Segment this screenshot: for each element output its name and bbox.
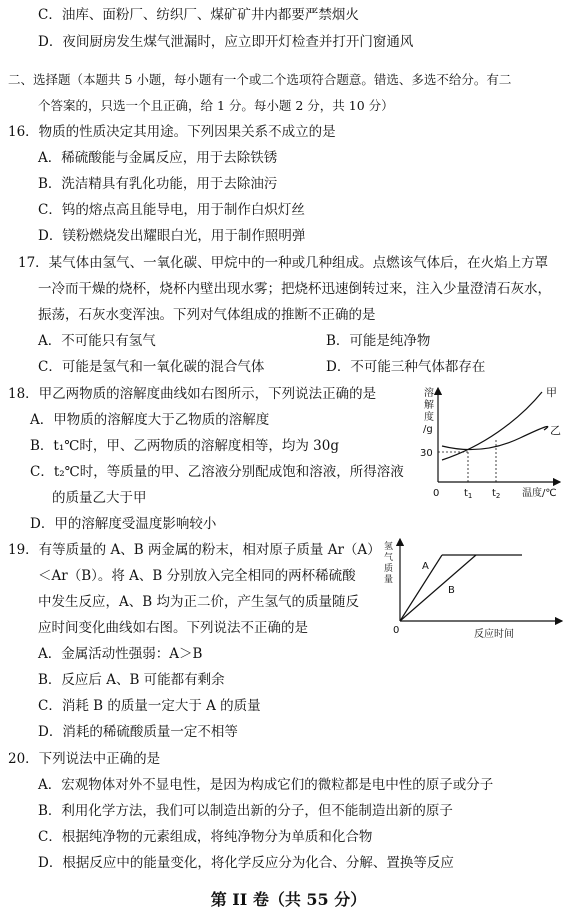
x-axis-label: 温度/℃: [522, 488, 557, 499]
q18-option-c-cont: 的质量乙大于甲: [52, 490, 147, 506]
q19-option-d: D．消耗的稀硫酸质量一定不相等: [38, 724, 238, 740]
q18-option-b: B．t₁℃时，甲、乙两物质的溶解度相等，均为 30g: [30, 438, 339, 454]
q16-option-d: D．镁粉燃烧发出耀眼白光，用于制作照明弹: [38, 228, 306, 244]
y-axis-label: 氢: [384, 542, 394, 552]
section-header: 二、选择题（本题共 5 小题，每小题有一个或二个选项符合题意。错选、多选不给分。有二: [8, 72, 512, 87]
q20-option-b: B．利用化学方法，我们可以制造出新的分子，但不能制造出新的原子: [38, 803, 453, 819]
q20-option-a: A．宏观物体对外不显电性，是因为构成它们的微粒都是电中性的原子或分子: [38, 777, 494, 793]
q19-option-b: B．反应后 A、B 可能都有剩余: [38, 672, 225, 688]
q15-option-d: D．夜间厨房发生煤气泄漏时，应立即开灯检查并打开门窗通风: [38, 34, 414, 50]
q18-option-a: A．甲物质的溶解度大于乙物质的溶解度: [30, 412, 270, 428]
y-axis-label: 量: [384, 575, 394, 585]
q19-stem-4: 应时间变化曲线如右图。下列说法不正确的是: [38, 620, 308, 636]
q17-stem-2: 一冷而干燥的烧杯，烧杯内壁出现水雾；把烧杯迅速倒转过来，注入少量澄清石灰水，: [38, 281, 551, 297]
q18-stem: 18．甲乙两物质的溶解度曲线如右图所示，下列说法正确的是: [8, 386, 377, 402]
q17-option-b: B．可能是纯净物: [326, 333, 431, 349]
q17-stem-3: 振荡，石灰水变浑浊。下列对气体组成的推断不正确的是: [38, 307, 376, 323]
hydrogen-mass-figure: [380, 535, 572, 645]
q16-option-a: A．稀硫酸能与金属反应，用于去除铁锈: [38, 150, 278, 166]
q20-option-d: D．根据反应中的能量变化，将化学反应分为化合、分解、置换等反应: [38, 855, 454, 871]
line-b-label: B: [448, 585, 455, 596]
q17-option-a: A．不可能只有氢气: [38, 333, 156, 349]
y-axis-label: 溶: [424, 388, 434, 399]
q19-stem: 19．有等质量的 A、B 两金属的粉末，相对原子质量 Ar（A）: [8, 542, 381, 558]
q18-option-c: C．t₂℃时，等质量的甲、乙溶液分别配成饱和溶液，所得溶液: [30, 464, 404, 480]
curve-yi-label: 乙: [550, 424, 561, 437]
origin-label: 0: [393, 625, 400, 636]
q16-stem: 16．物质的性质决定其用途。下列因果关系不成立的是: [8, 124, 336, 140]
y-axis-label: 度: [424, 412, 434, 423]
curve-yi: [442, 426, 548, 449]
q15-option-c: C．油库、面粉厂、纺织厂、煤矿矿井内都要严禁烟火: [38, 7, 359, 23]
q18-option-d: D．甲的溶解度受温度影响较小: [30, 516, 217, 532]
curve-jia: [442, 392, 542, 460]
section-header-cont: 个答案的，只选一个且正确，给 1 分。每小题 2 分，共 10 分）: [38, 98, 394, 113]
t2-label: $t_2$: [492, 488, 501, 500]
q17-stem: 17．某气体由氢气、一氧化碳、甲烷中的一种或几种组成。点燃该气体后，在火焰上方罩: [18, 255, 549, 271]
y-axis-label: /g: [423, 424, 433, 435]
q19-option-c: C．消耗 B 的质量一定大于 A 的质量: [38, 698, 261, 714]
line-a-rise: [400, 555, 442, 621]
y-axis-label: 解: [424, 400, 434, 411]
q19-stem-3: 中发生反应，A、B 均为正二价，产生氢气的质量随反: [38, 594, 359, 610]
t1-label: $t_1$: [464, 488, 473, 500]
y-axis-label: 气: [384, 553, 394, 563]
solubility-curve-figure: [412, 384, 572, 506]
q17-option-d: D．不可能三种气体都存在: [326, 359, 486, 375]
q16-option-c: C．钨的熔点高且能导电，用于制作白炽灯丝: [38, 202, 305, 218]
q17-option-c: C．可能是氢气和一氧化碳的混合气体: [38, 359, 265, 375]
x-axis-label: 反应时间: [474, 629, 514, 640]
part-two-heading: 第 II 卷（共 55 分）: [210, 890, 367, 909]
q19-stem-2: ＜Ar（B）。将 A、B 分别放入完全相同的两杯稀硫酸: [38, 568, 356, 584]
origin-label: 0: [433, 488, 440, 499]
q16-option-b: B．洗洁精具有乳化功能，用于去除油污: [38, 176, 278, 192]
y-tick-30: 30: [420, 448, 433, 459]
q20-option-c: C．根据纯净物的元素组成，将纯净物分为单质和化合物: [38, 829, 373, 845]
q19-option-a: A．金属活动性强弱：A＞B: [38, 646, 203, 662]
curve-jia-label: 甲: [546, 386, 557, 399]
line-b-rise: [400, 555, 476, 621]
line-a-label: A: [422, 561, 429, 572]
y-axis-label: 质: [384, 564, 394, 574]
q20-stem: 20．下列说法中正确的是: [8, 751, 161, 767]
